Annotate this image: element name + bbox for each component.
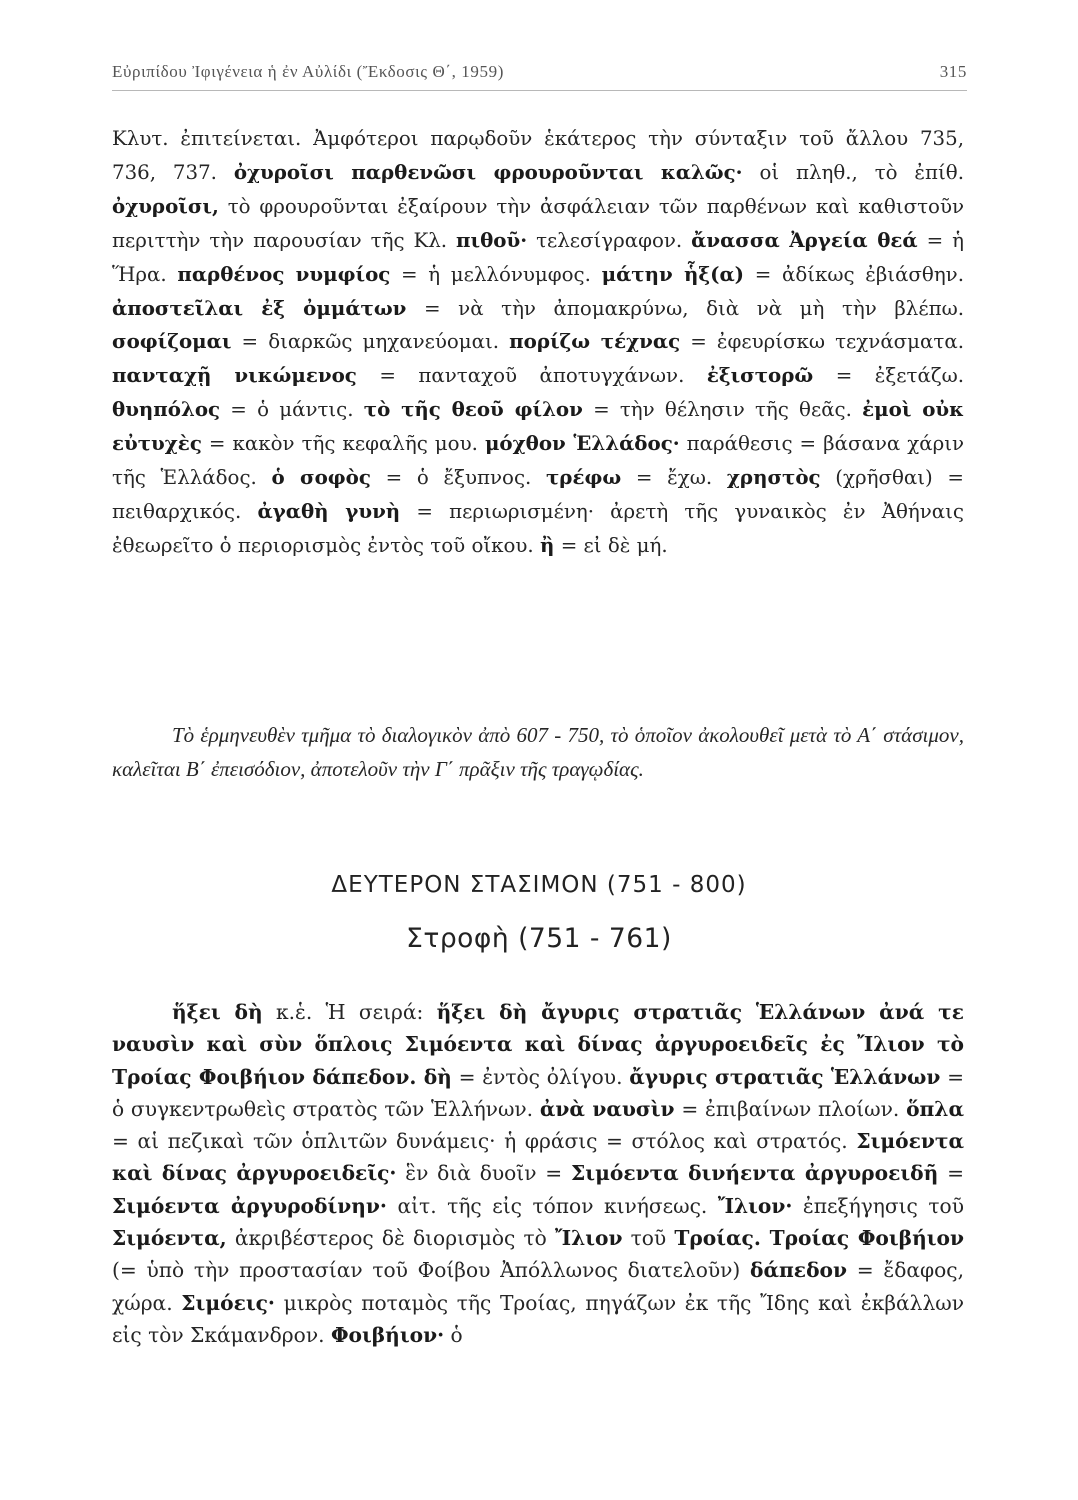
lemma: ὀχυροῖσι, bbox=[112, 193, 219, 218]
lemma: Σιμόεις· bbox=[181, 1290, 275, 1315]
lemma: ἥξει δὴ ἄγυρις στρατιᾶς Ἑλλάνων ἀνά τε ναυσὶν καὶ σὺν ὅπλοις Σιμόεντα καὶ δίνας ἀργυροειδεῖς ἐς Ἴλιον τὸ Τροίας Φοιβήιον δάπεδον. δὴ bbox=[112, 1000, 964, 1089]
subsection-heading: Στροφὴ (751 - 761) bbox=[406, 923, 672, 954]
explanation: = περιωρισμένη· ἀρετὴ τῆς γυναικὸς ἐν Ἀθήναις ἐθεωρεῖτο ὁ περιορισμὸς ἐντὸς τοῦ οἴκου. bbox=[112, 499, 964, 557]
lemma: ὁ σοφὸς bbox=[271, 465, 371, 490]
page-number: 315 bbox=[939, 62, 967, 81]
lemma: ἐξιστορῶ bbox=[706, 363, 814, 388]
explanation: μικρὸς ποταμὸς τῆς Τροίας, πηγάζων ἐκ τῆς Ἴδης καὶ ἐκβάλλων εἰς τὸν Σκάμανδρον. bbox=[112, 1290, 964, 1347]
explanation: = κακὸν τῆς κεφαλῆς μου. bbox=[201, 432, 485, 456]
explanation: = διαρκῶς μηχανεύομαι. bbox=[231, 330, 510, 354]
explanation: ἓν διὰ δυοῖν = bbox=[396, 1161, 572, 1186]
lemma: Σιμόεντα, bbox=[112, 1226, 227, 1251]
explanation: = ὁ μάντις. bbox=[220, 398, 364, 422]
lemma: ἀποστεῖλαι ἐξ ὀμμάτων bbox=[112, 295, 407, 320]
explanation: = αἱ πεζικαὶ τῶν ὁπλιτῶν δυνάμεις· ἡ φράσις = στόλος καὶ στρατός. bbox=[112, 1129, 857, 1154]
explanation: ἐπεξήγησις τοῦ bbox=[792, 1193, 964, 1218]
lemma: μάτην ἧξ(α) bbox=[601, 261, 745, 286]
explanation: τελεσίγραφον. bbox=[527, 228, 692, 252]
explanation: (= ὑπὸ τὴν προστασίαν τοῦ Φοίβου Ἀπόλλωνος διατελοῦν) bbox=[112, 1258, 751, 1283]
lemma: ἀνὰ ναυσὶν bbox=[539, 1096, 675, 1121]
explanation: = νὰ τὴν ἀπομακρύνω, διὰ νὰ μὴ τὴν βλέπω. bbox=[406, 296, 965, 320]
lemma: Φοιβήιον· bbox=[330, 1322, 445, 1347]
explanation: = ἐντὸς ὀλίγου. bbox=[451, 1064, 630, 1089]
lemma: ὅπλα bbox=[906, 1096, 964, 1121]
explanation: οἱ πληθ., τὸ ἐπίθ. bbox=[742, 160, 964, 184]
explanation: κ.ἑ. Ἡ σειρά: bbox=[262, 1000, 437, 1024]
lemma: σοφίζομαι bbox=[112, 329, 232, 354]
explanation: = ἡ Ἥρα. bbox=[112, 228, 964, 286]
lemma: ἐμοὶ οὐκ εὐτυχὲς bbox=[112, 397, 964, 456]
lemma: μόχθον Ἑλλάδος· bbox=[484, 431, 680, 456]
explanation: τὸ φρουροῦνται ἐξαίρουν τὴν ἀσφάλειαν τῶν παρθένων καὶ καθιστοῦν περιττὴν τὴν παρουσίαν τῆς Κλ. bbox=[112, 194, 964, 252]
explanation: = ἐξετάζω. bbox=[813, 364, 964, 388]
explanation: = bbox=[938, 1161, 965, 1186]
lemma: θυηπόλος bbox=[112, 397, 221, 422]
lemma: ἄνασσα Ἀργεία θεά bbox=[691, 227, 918, 252]
explanation: Κλυτ. ἐπιτείνεται. Ἀμφότεροι παρῳδοῦν ἑκάτερος τὴν σύνταξιν τοῦ ἄλλου 735, 736, 737. bbox=[112, 127, 964, 184]
lemma: χρηστὸς bbox=[726, 465, 821, 490]
lemma: Ἴλιον· bbox=[717, 1193, 793, 1218]
lemma: Τροίας. Τροίας Φοιβήιον bbox=[674, 1226, 964, 1251]
lemma: πανταχῇ νικώμενος bbox=[112, 363, 357, 388]
running-head bbox=[112, 62, 967, 91]
lemma: Σιμόεντα ἀργυροδίνην· bbox=[112, 1193, 387, 1218]
explanation: = ἡ μελλόνυμφος. bbox=[390, 262, 602, 286]
lemma: πορίζω τέχνας bbox=[509, 329, 681, 354]
explanation: = ἐφευρίσκω τεχνάσματα. bbox=[680, 330, 964, 354]
explanation: ἀκριβέστερος δὲ διορισμὸς τὸ bbox=[226, 1226, 555, 1251]
explanation: = ἔχω. bbox=[621, 466, 727, 490]
explanation: = ἔδαφος, χώρα. bbox=[112, 1258, 964, 1315]
explanation: (χρῆσθαι) = πειθαρχικός. bbox=[112, 466, 964, 523]
lemma: πιθοῦ· bbox=[456, 227, 528, 252]
explanation: = ὁ ἔξυπνος. bbox=[370, 466, 546, 490]
lemma: ἄγυρις στρατιᾶς Ἑλλάνων bbox=[629, 1064, 941, 1089]
explanation: τοῦ bbox=[622, 1226, 675, 1251]
lemma: τρέφω bbox=[546, 465, 622, 490]
lemma: παρθένος νυμφίος bbox=[177, 261, 391, 286]
lemma: Σιμόεντα δινήεντα ἀργυροειδῆ bbox=[571, 1161, 939, 1186]
explanation: = ἐπιβαίνων πλοίων. bbox=[674, 1096, 907, 1121]
explanation: = ἀδίκως ἐβιάσθην. bbox=[744, 262, 964, 286]
explanation: = εἰ δὲ μή. bbox=[554, 533, 668, 557]
explanation: = τὴν θέλησιν τῆς θεᾶς. bbox=[582, 398, 863, 422]
running-title: Εὐριπίδου Ἰφιγένεια ἡ ἐν Αὐλίδι (Ἔκδοσις Θ΄, 1959) bbox=[112, 62, 504, 81]
lemma: ἀγαθὴ γυνὴ bbox=[257, 498, 401, 523]
explanation: αἰτ. τῆς εἰς τόπον κινήσεως. bbox=[386, 1193, 718, 1218]
lemma: τὸ τῆς θεοῦ φίλον bbox=[363, 397, 583, 422]
lemma: Σιμόεντα καὶ δίνας ἀργυροειδεῖς· bbox=[112, 1129, 964, 1186]
lemma: δάπεδον bbox=[750, 1258, 848, 1283]
glossary-paragraph bbox=[112, 122, 964, 563]
explanation: = ὁ συγκεντρωθεὶς στρατὸς τῶν Ἑλλήνων. bbox=[112, 1064, 964, 1121]
lemma: ἥξει δὴ bbox=[172, 1000, 263, 1024]
explanation: ὁ bbox=[444, 1322, 463, 1347]
explanation: = πανταχοῦ ἀποτυγχάνων. bbox=[356, 364, 707, 388]
explanation: παράθεσις = βάσανα χάριν τῆς Ἑλλάδος. bbox=[112, 432, 964, 490]
section-note: Τὸ ἑρμηνευθὲν τμῆμα τὸ διαλογικὸν ἀπὸ 607 - 750, τὸ ὁποῖον ἀκολουθεῖ μετὰ τὸ Α΄ στάσιμον, καλεῖται Β΄ ἐπεισόδιον, ἀποτελοῦν τὴν Γ΄ πρᾶξιν τῆς τραγῳδίας. bbox=[112, 723, 964, 781]
lemma: ὀχυροῖσι παρθενῶσι φρουροῦνται καλῶς· bbox=[233, 159, 743, 184]
section-heading: ΔΕΥΤΕΡΟΝ ΣΤΑΣΙΜΟΝ (751 - 800) bbox=[331, 872, 747, 898]
lemma: Ἴλιον bbox=[554, 1226, 623, 1251]
lemma: ἢ bbox=[540, 532, 555, 557]
commentary-paragraph bbox=[112, 996, 964, 1351]
